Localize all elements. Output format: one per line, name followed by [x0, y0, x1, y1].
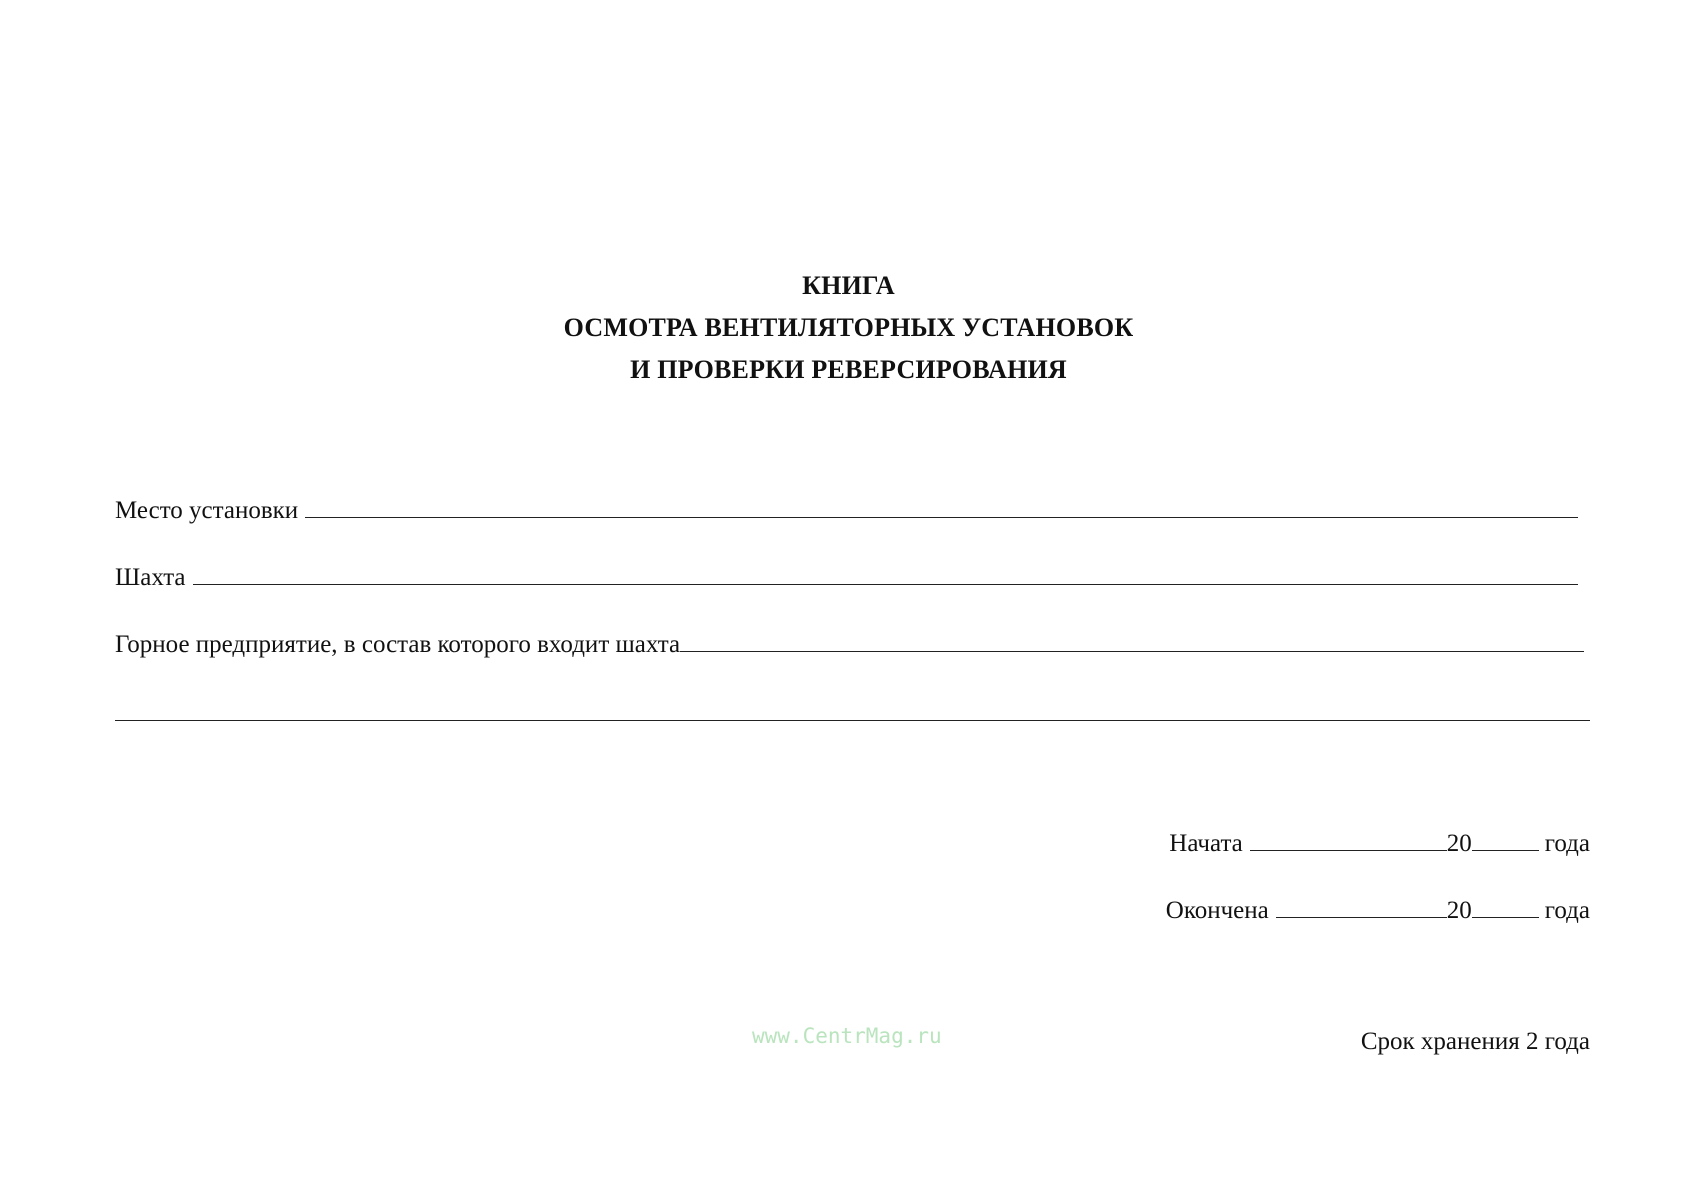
retention-period: Срок хранения 2 года: [1360, 1028, 1590, 1055]
enterprise-continuation-line: [115, 720, 1590, 721]
watermark: www.CentrMag.ru: [752, 1024, 942, 1048]
location-field-row: [115, 495, 1578, 525]
started-day-blank: [1250, 828, 1447, 851]
enterprise-blank-line: [680, 629, 1584, 652]
document-title-line-3: И ПРОВЕРКИ РЕВЕРСИРОВАНИЯ: [630, 355, 1067, 384]
started-label: Начата: [1169, 830, 1243, 857]
mine-blank-line: [193, 562, 1578, 585]
mine-label: Шахта: [115, 564, 186, 591]
enterprise-label: Горное предприятие, в состав которого входит шахта: [115, 631, 681, 658]
started-year-word: года: [1544, 830, 1590, 857]
started-date-row: [1169, 828, 1590, 858]
location-label: Место установки: [115, 497, 299, 524]
ended-label: Окончена: [1165, 897, 1269, 924]
started-year-blank: [1472, 828, 1539, 851]
ended-year-word: года: [1544, 897, 1590, 924]
ended-century: 20: [1446, 897, 1472, 924]
ended-year-blank: [1472, 895, 1539, 918]
document-title-line-2: ОСМОТРА ВЕНТИЛЯТОРНЫХ УСТАНОВОК: [563, 313, 1134, 342]
enterprise-field-row: [115, 629, 1584, 659]
ended-day-blank: [1276, 895, 1447, 918]
document-title-line-1: КНИГА: [802, 271, 895, 300]
started-century: 20: [1446, 830, 1472, 857]
location-blank-line: [305, 495, 1578, 518]
mine-field-row: [115, 562, 1578, 592]
ended-date-row: [1166, 895, 1590, 925]
